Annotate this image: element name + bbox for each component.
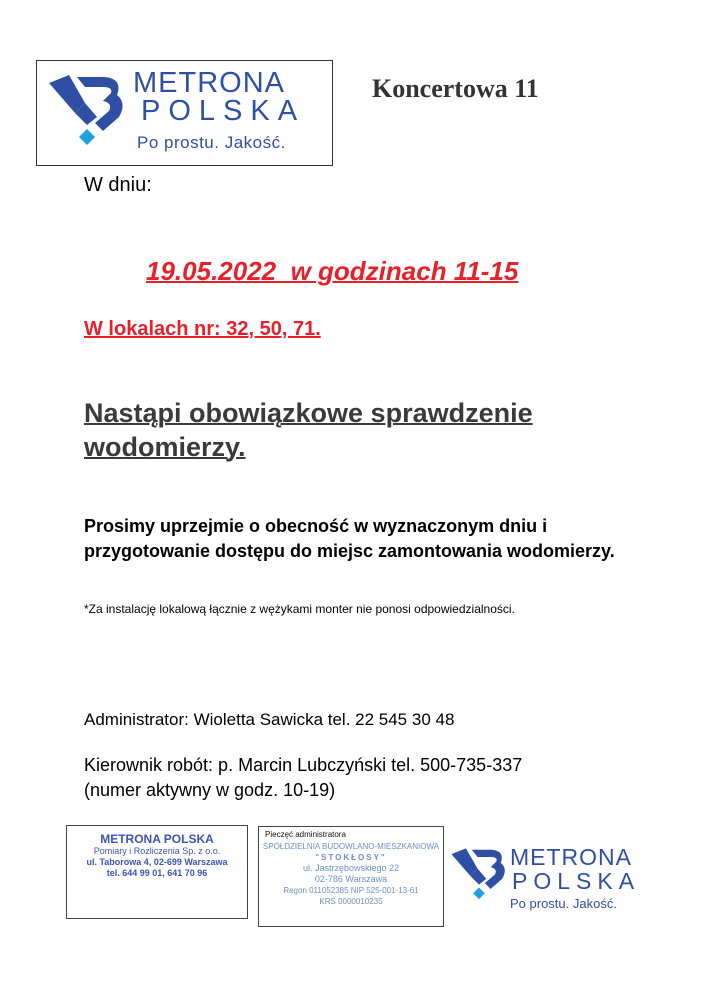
stamp-admin-line2: "STOKŁOSY" xyxy=(315,853,387,862)
metrona-stamp xyxy=(66,825,248,919)
administrator-stamp xyxy=(258,826,444,927)
site-manager-line1: Kierownik robót: p. Marcin Lubczyński tel. 500-735-337 xyxy=(84,755,523,775)
footer-logo-icon xyxy=(450,844,508,902)
logo-slogan: Po prostu. Jakość. xyxy=(137,133,286,152)
notice-request: Prosimy uprzejmie o obecność w wyznaczonym dniu i przygotowanie dostępu do miejsc zamontowania wodomierzy. xyxy=(84,516,615,561)
stamp-metrona-line3: tel. 644 99 01, 641 70 96 xyxy=(106,868,208,878)
footer-slogan: Po prostu. Jakość. xyxy=(510,896,617,911)
metrona-logo-icon xyxy=(47,73,127,145)
footer-brand-line2: POLSKA xyxy=(512,868,641,894)
inspection-date: 19.05.2022 w godzinach 11-15 xyxy=(146,256,519,286)
footer-brand-line1: METRONA xyxy=(510,844,632,870)
notice-intro: W dniu: xyxy=(84,174,152,196)
apartment-numbers: W lokalach nr: 32, 50, 71. xyxy=(84,318,321,340)
stamp-admin-header: Pieczęć administratora xyxy=(265,830,346,839)
notice-headline: Nastąpi obowiązkowe sprawdzenie wodomierzy. xyxy=(84,398,533,462)
stamp-admin-line4: 02-786 Warszawa xyxy=(314,874,388,884)
logo-brand-line2: POLSKA xyxy=(141,95,306,127)
stamp-metrona-line1: Pomiary i Rozliczenia Sp. z o.o. xyxy=(93,846,221,856)
footer-metrona-logo xyxy=(448,838,668,918)
stamp-metrona-line2: ul. Taborowa 4, 02-699 Warszawa xyxy=(86,857,228,867)
disclaimer: *Za instalację lokalową łącznie z wężykami monter nie ponosi odpowiedzialności. xyxy=(84,602,515,616)
administrator-contact: Administrator: Wioletta Sawicka tel. 22 545 30 48 xyxy=(84,710,455,729)
site-manager-contact xyxy=(84,753,522,803)
building-address: Koncertowa 11 xyxy=(372,74,539,103)
stamp-admin-line6: KRS 0000010235 xyxy=(319,897,383,906)
stamp-metrona-title: METRONA POLSKA xyxy=(100,832,214,846)
metrona-logo-box xyxy=(36,60,333,166)
stamp-admin-line5: Regon 011052385 NIP 525-001-13-61 xyxy=(283,886,419,895)
stamp-admin-line3: ul. Jastrzębowskiego 22 xyxy=(302,863,400,873)
stamp-admin-line1: SPÓŁDZIELNIA BUDOWLANO-MIESZKANIOWA xyxy=(262,842,440,851)
logo-brand-line1: METRONA xyxy=(133,67,285,99)
site-manager-line2: (numer aktywny w godz. 10-19) xyxy=(84,780,336,800)
